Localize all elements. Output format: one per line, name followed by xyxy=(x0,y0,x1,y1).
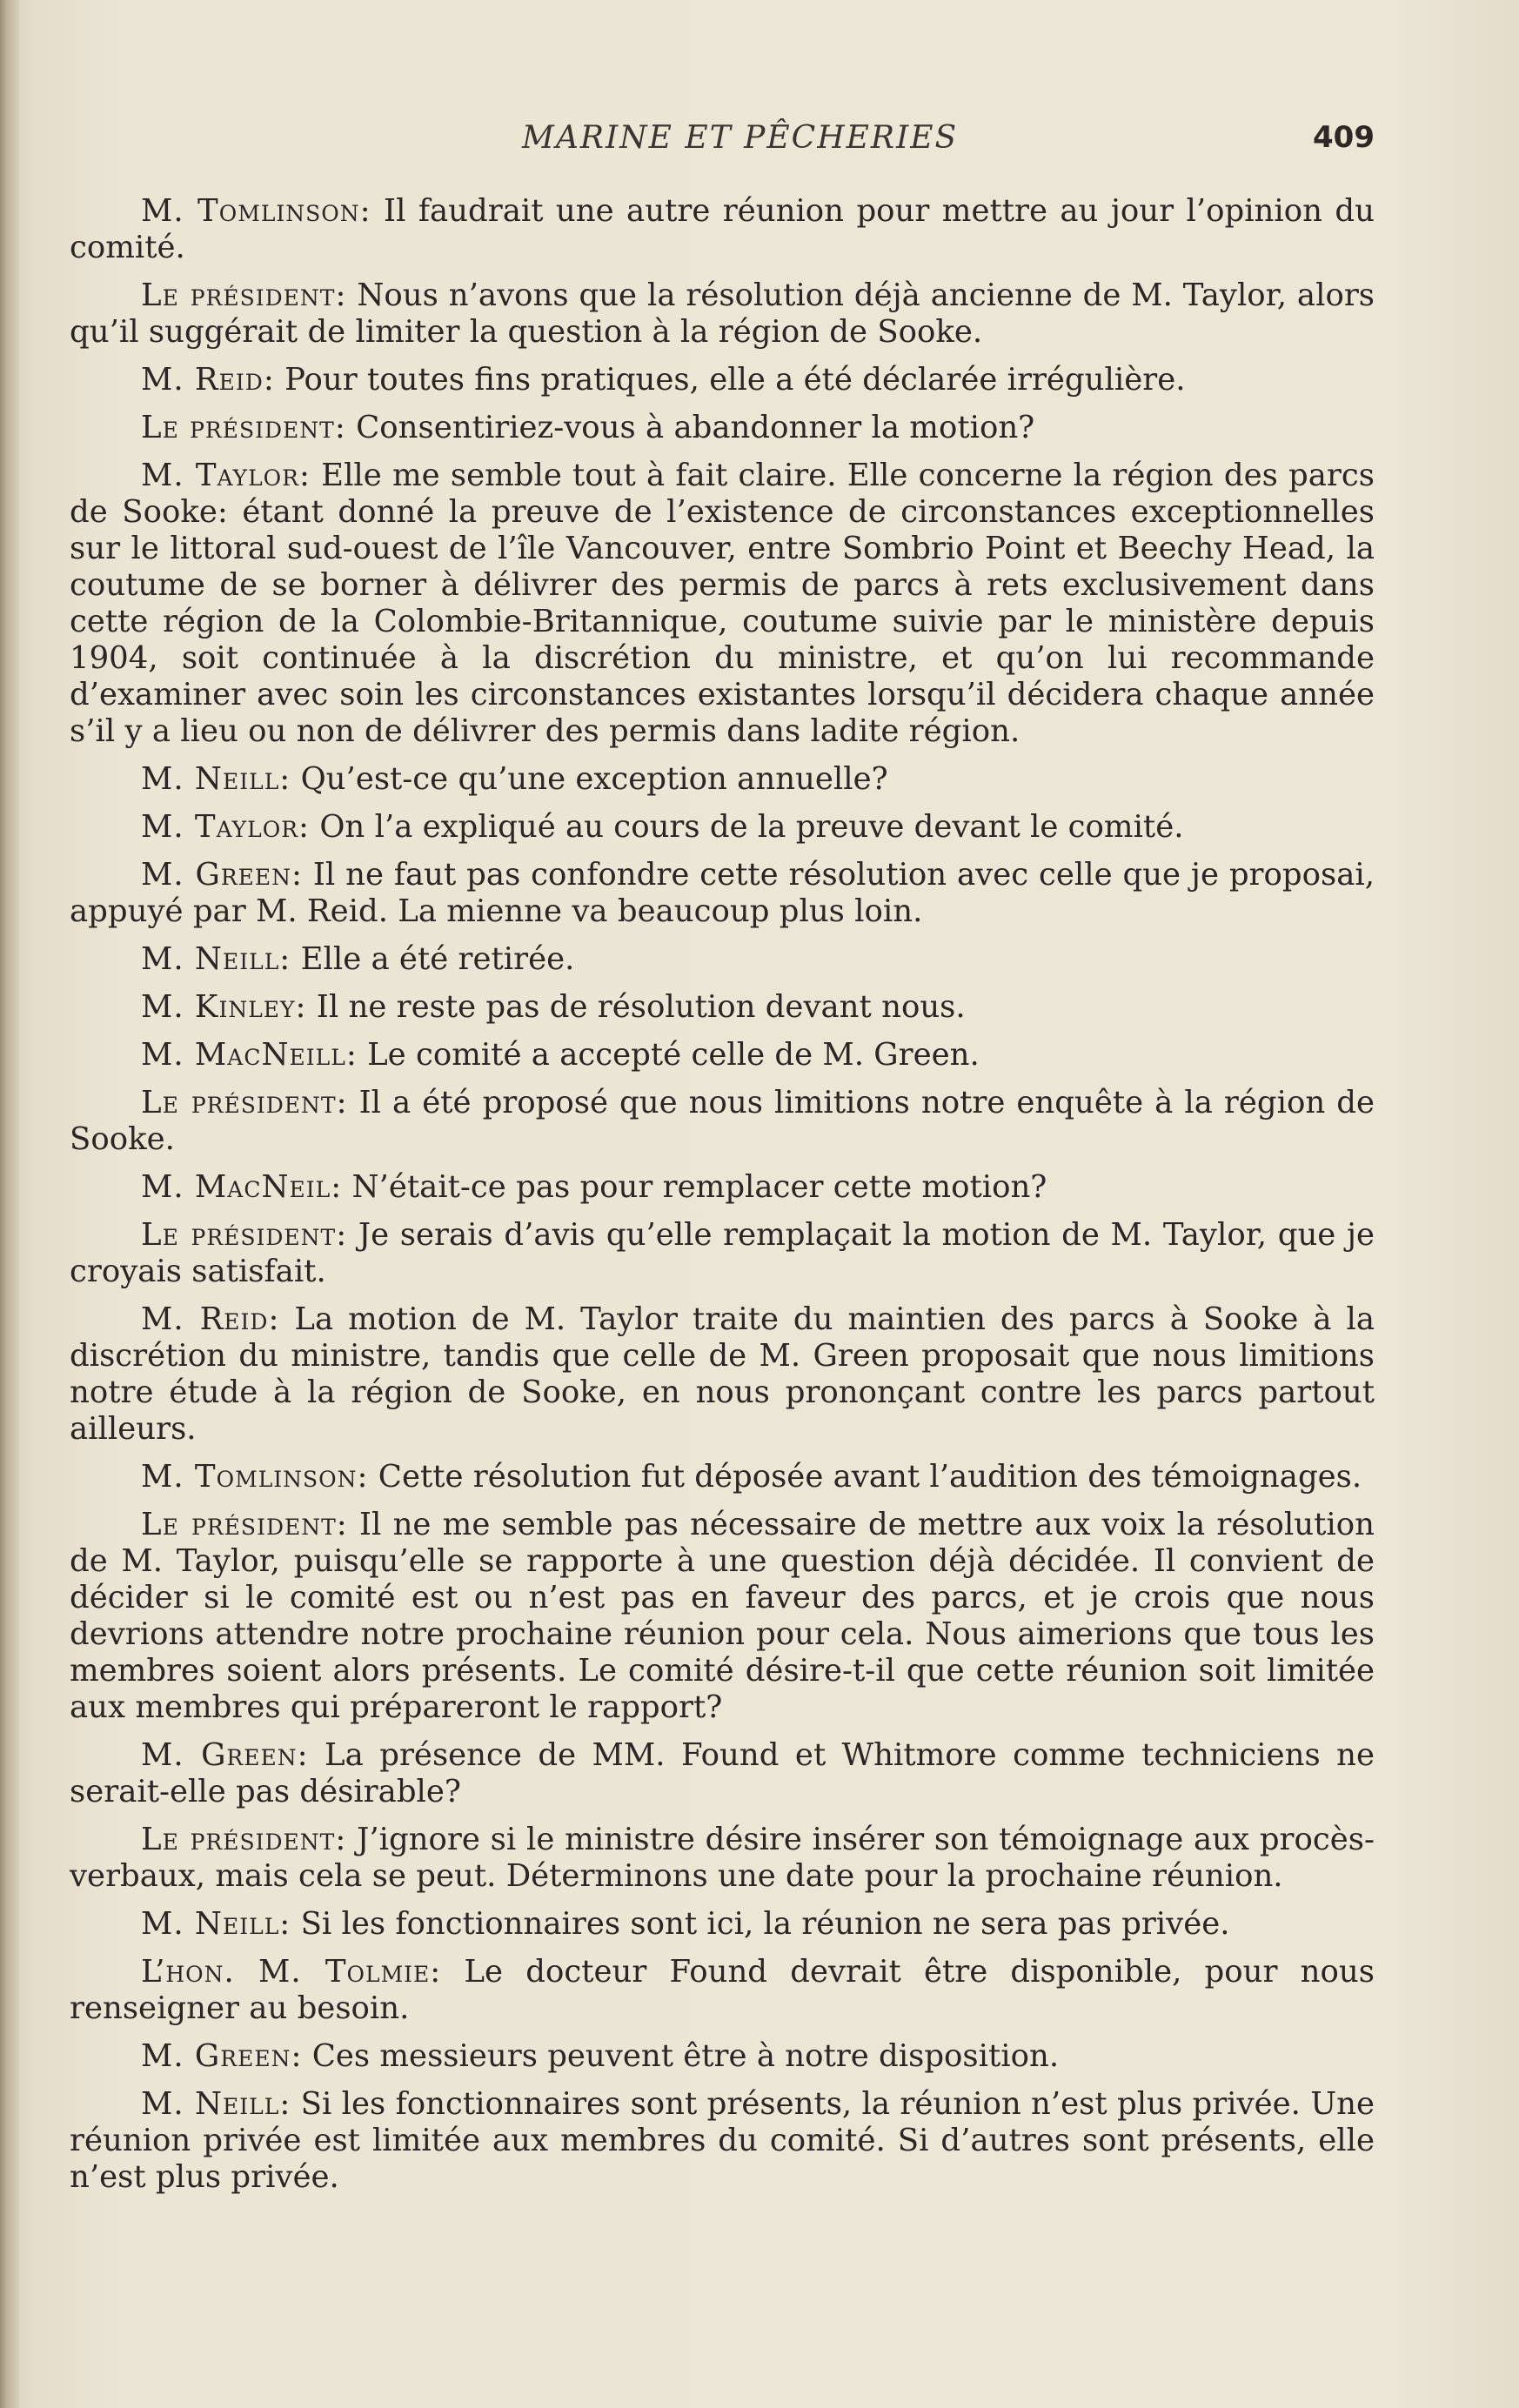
paragraph xyxy=(70,458,1375,750)
paragraph-text: Le comité a accepté celle de M. Green. xyxy=(357,1037,980,1073)
paragraph-text: Il ne faut pas confondre cette résolution avec celle que je proposai, appuyé par M. Reid. La mienne va beaucoup plus loin. xyxy=(70,857,1375,929)
paragraph-text: Ces messieurs peuvent être à notre disposition. xyxy=(302,2038,1060,2074)
paragraph xyxy=(70,1169,1375,1206)
paragraph-text: Il ne me semble pas nécessaire de mettre aux voix la résolution de M. Taylor, puisqu’elle se rapporte à une question déjà décidée. Il convient de décider si le comité est ou n’est pas en faveur des parcs, et je crois que nous devrions attendre notre prochaine réunion pour cela. Nous aimerions que tous les membres soient alors présents. Le comité désire-t-il que cette réunion soit limitée aux membres qui prépareront le rapport? xyxy=(70,1507,1375,1725)
paragraph xyxy=(70,1906,1375,1943)
speaker-name: Le président: xyxy=(141,278,347,313)
speaker-name: M. Green: xyxy=(141,1737,309,1773)
paragraph xyxy=(70,193,1375,266)
paragraph xyxy=(70,410,1375,446)
speaker-name: M. Neill: xyxy=(141,761,291,797)
paragraph-text: Si les fonctionnaires sont ici, la réunion ne sera pas privée. xyxy=(291,1906,1230,1942)
paragraph-text: Nous n’avons que la résolution déjà ancienne de M. Taylor, alors qu’il suggérait de limiter la question à la région de Sooke. xyxy=(70,278,1375,350)
paragraph-text: Je serais d’avis qu’elle remplaçait la motion de M. Taylor, que je croyais satisfait. xyxy=(70,1217,1375,1289)
paragraph xyxy=(70,1459,1375,1495)
paragraph xyxy=(70,1507,1375,1726)
paragraph-text: Il faudrait une autre réunion pour mettre au jour l’opinion du comité. xyxy=(70,193,1375,265)
speaker-name: M. MacNeill: xyxy=(141,1037,358,1073)
speaker-name: M. Tomlinson: xyxy=(141,1459,369,1495)
speaker-name: M. Kinley: xyxy=(141,989,307,1025)
paragraph-text: Pour toutes fins pratiques, elle a été déclarée irrégulière. xyxy=(274,362,1186,398)
page-header xyxy=(70,120,1375,172)
paragraph xyxy=(70,2038,1375,2075)
paragraph-text: Qu’est-ce qu’une exception annuelle? xyxy=(291,761,888,797)
speaker-name: M. MacNeil: xyxy=(141,1169,343,1205)
paragraph xyxy=(70,941,1375,978)
speaker-name: M. Neill: xyxy=(141,1906,291,1942)
paragraph xyxy=(70,1037,1375,1074)
running-title: MARINE ET PÊCHERIES xyxy=(522,120,959,156)
paragraph xyxy=(70,761,1375,798)
speaker-name: M. Reid: xyxy=(141,362,275,398)
paragraph-text: Cette résolution fut déposée avant l’audition des témoignages. xyxy=(368,1459,1362,1495)
paragraph-text: On l’a expliqué au cours de la preuve devant le comité. xyxy=(310,809,1184,845)
paragraph-text: Si les fonctionnaires sont présents, la réunion n’est plus privée. Une réunion privée est limitée aux membres du comité. Si d’autres sont présents, elle n’est plus privée. xyxy=(70,2086,1375,2195)
paragraph-text: Consentiriez-vous à abandonner la motion? xyxy=(345,410,1035,445)
paragraph xyxy=(70,2086,1375,2196)
speaker-name: Le président: xyxy=(141,1085,348,1120)
speaker-name: M. Neill: xyxy=(141,2086,291,2122)
paragraph-text: N’était-ce pas pour remplacer cette motion? xyxy=(342,1169,1047,1205)
paragraph-text: Le docteur Found devrait être disponible, pour nous renseigner au besoin. xyxy=(70,1954,1375,2026)
paragraph xyxy=(70,1301,1375,1448)
paragraph xyxy=(70,362,1375,398)
speaker-name: M. Taylor: xyxy=(141,458,311,493)
paragraph xyxy=(70,1954,1375,2027)
paragraph xyxy=(70,278,1375,351)
paragraph-text: La présence de MM. Found et Whitmore comme techniciens ne serait-elle pas désirable? xyxy=(70,1737,1375,1809)
speaker-name: Le président: xyxy=(141,1822,347,1857)
speaker-name: L’hon. M. Tolmie: xyxy=(141,1954,442,1990)
paragraph xyxy=(70,857,1375,930)
speaker-name: M. Reid: xyxy=(141,1301,280,1337)
paragraph-text: Elle a été retirée. xyxy=(291,941,575,977)
speaker-name: M. Taylor: xyxy=(141,809,311,845)
page-number: 409 xyxy=(1313,120,1375,155)
binding-edge xyxy=(0,0,19,2408)
speaker-name: M. Green: xyxy=(141,2038,303,2074)
paragraph-text: La motion de M. Taylor traite du maintien des parcs à Sooke à la discrétion du ministre, tandis que celle de M. Green proposait que nous limitions notre étude à la région de Sooke, en nous prononçant contre les parcs partout ailleurs. xyxy=(70,1301,1375,1447)
speaker-name: M. Neill: xyxy=(141,941,291,977)
paragraph xyxy=(70,1217,1375,1290)
speaker-name: Le président: xyxy=(141,410,346,445)
paragraph-text: Elle me semble tout à fait claire. Elle concerne la région des parcs de Sooke: étant donné la preuve de l’existence de circonstances exceptionnelles sur le littoral sud-ouest de l’île Vancouver, entre Sombrio Point et Beechy Head, la coutume de se borner à délivrer des permis de parcs à rets exclusivement dans cette région de la Colombie-Britannique, coutume suivie par le ministère depuis 1904, soit continuée à la discrétion du ministre, et qu’on lui recommande d’examiner avec soin les circonstances existantes lorsqu’il décidera chaque année s’il y a lieu ou non de délivrer des permis dans ladite région. xyxy=(70,458,1375,749)
paragraph-text: Il ne reste pas de résolution devant nous. xyxy=(306,989,966,1025)
paragraph xyxy=(70,809,1375,846)
paragraph xyxy=(70,1822,1375,1895)
paragraph xyxy=(70,1085,1375,1158)
paragraph xyxy=(70,1737,1375,1810)
paragraph xyxy=(70,989,1375,1026)
paragraph-text: J’ignore si le ministre désire insérer son témoignage aux procès-verbaux, mais cela se peut. Déterminons une date pour la prochaine réunion. xyxy=(70,1822,1375,1894)
page-body xyxy=(70,193,1375,2207)
speaker-name: Le président: xyxy=(141,1217,348,1253)
paragraph-text: Il a été proposé que nous limitions notre enquête à la région de Sooke. xyxy=(70,1085,1375,1157)
speaker-name: M. Tomlinson: xyxy=(141,193,371,229)
speaker-name: M. Green: xyxy=(141,857,304,893)
speaker-name: Le président: xyxy=(141,1507,348,1542)
